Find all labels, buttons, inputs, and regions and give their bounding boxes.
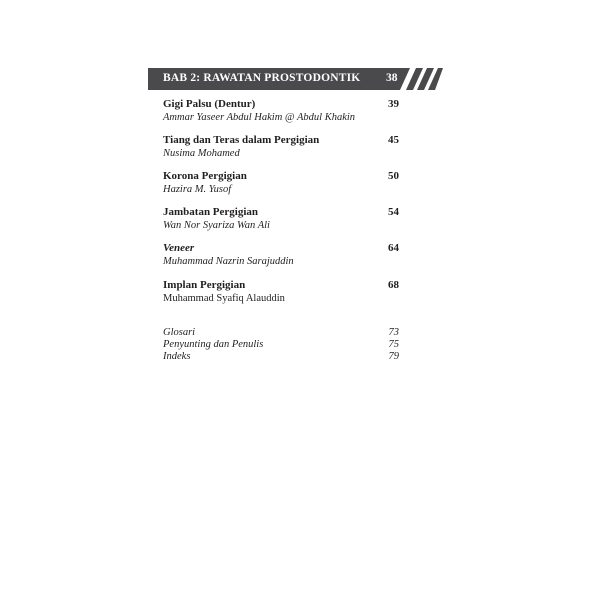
- back-matter-page: 75: [388, 339, 399, 350]
- toc-entry-page: 68: [388, 279, 399, 291]
- back-matter-page: 79: [388, 351, 399, 362]
- toc-entry-title: Korona Pergigian: [163, 170, 247, 182]
- toc-entry-title: Jambatan Pergigian: [163, 206, 259, 218]
- toc-entry-title: Gigi Palsu (Dentur): [163, 98, 256, 110]
- back-matter-indeks[interactable]: [163, 351, 399, 363]
- toc-entry-title: Veneer: [163, 242, 195, 254]
- toc-entry-author: Muhammad Nazrin Sarajuddin: [163, 256, 294, 267]
- toc-entry-korona[interactable]: [163, 170, 399, 196]
- toc-entry-page: 45: [388, 134, 399, 146]
- toc-entry-page: 50: [388, 170, 399, 182]
- toc-entry-page: 64: [388, 242, 399, 254]
- back-matter-label: Glosari: [163, 327, 196, 338]
- toc-entry-author: Nusima Mohamed: [163, 148, 240, 159]
- toc-entry-title: Tiang dan Teras dalam Pergigian: [163, 134, 320, 146]
- toc-entry-author: Muhammad Syafiq Alauddin: [163, 293, 285, 304]
- toc-entry-title: Implan Pergigian: [163, 279, 246, 291]
- toc-entry-gigi-palsu[interactable]: [163, 98, 399, 124]
- chapter-page-number: 38: [386, 72, 398, 84]
- chapter-title: BAB 2: RAWATAN PROSTODONTIK: [163, 72, 361, 84]
- toc-entry-author: Ammar Yaseer Abdul Hakim @ Abdul Khakin: [163, 112, 356, 123]
- toc-entry-veneer[interactable]: [163, 242, 399, 268]
- toc-entry-tiang-teras[interactable]: [163, 134, 399, 160]
- back-matter-glosari[interactable]: [163, 327, 399, 339]
- toc-entry-page: 54: [388, 206, 399, 218]
- back-matter-label: Indeks: [163, 351, 191, 362]
- toc-entry-implan[interactable]: [163, 279, 399, 305]
- back-matter-penyunting[interactable]: [163, 339, 399, 351]
- back-matter-page: 73: [388, 327, 399, 338]
- toc-entry-author: Hazira M. Yusof: [163, 184, 232, 195]
- back-matter-label: Penyunting dan Penulis: [163, 339, 264, 350]
- toc-entry-author: Wan Nor Syariza Wan Ali: [163, 220, 270, 231]
- toc-entry-jambatan[interactable]: [163, 206, 399, 232]
- toc-entry-page: 39: [388, 98, 399, 110]
